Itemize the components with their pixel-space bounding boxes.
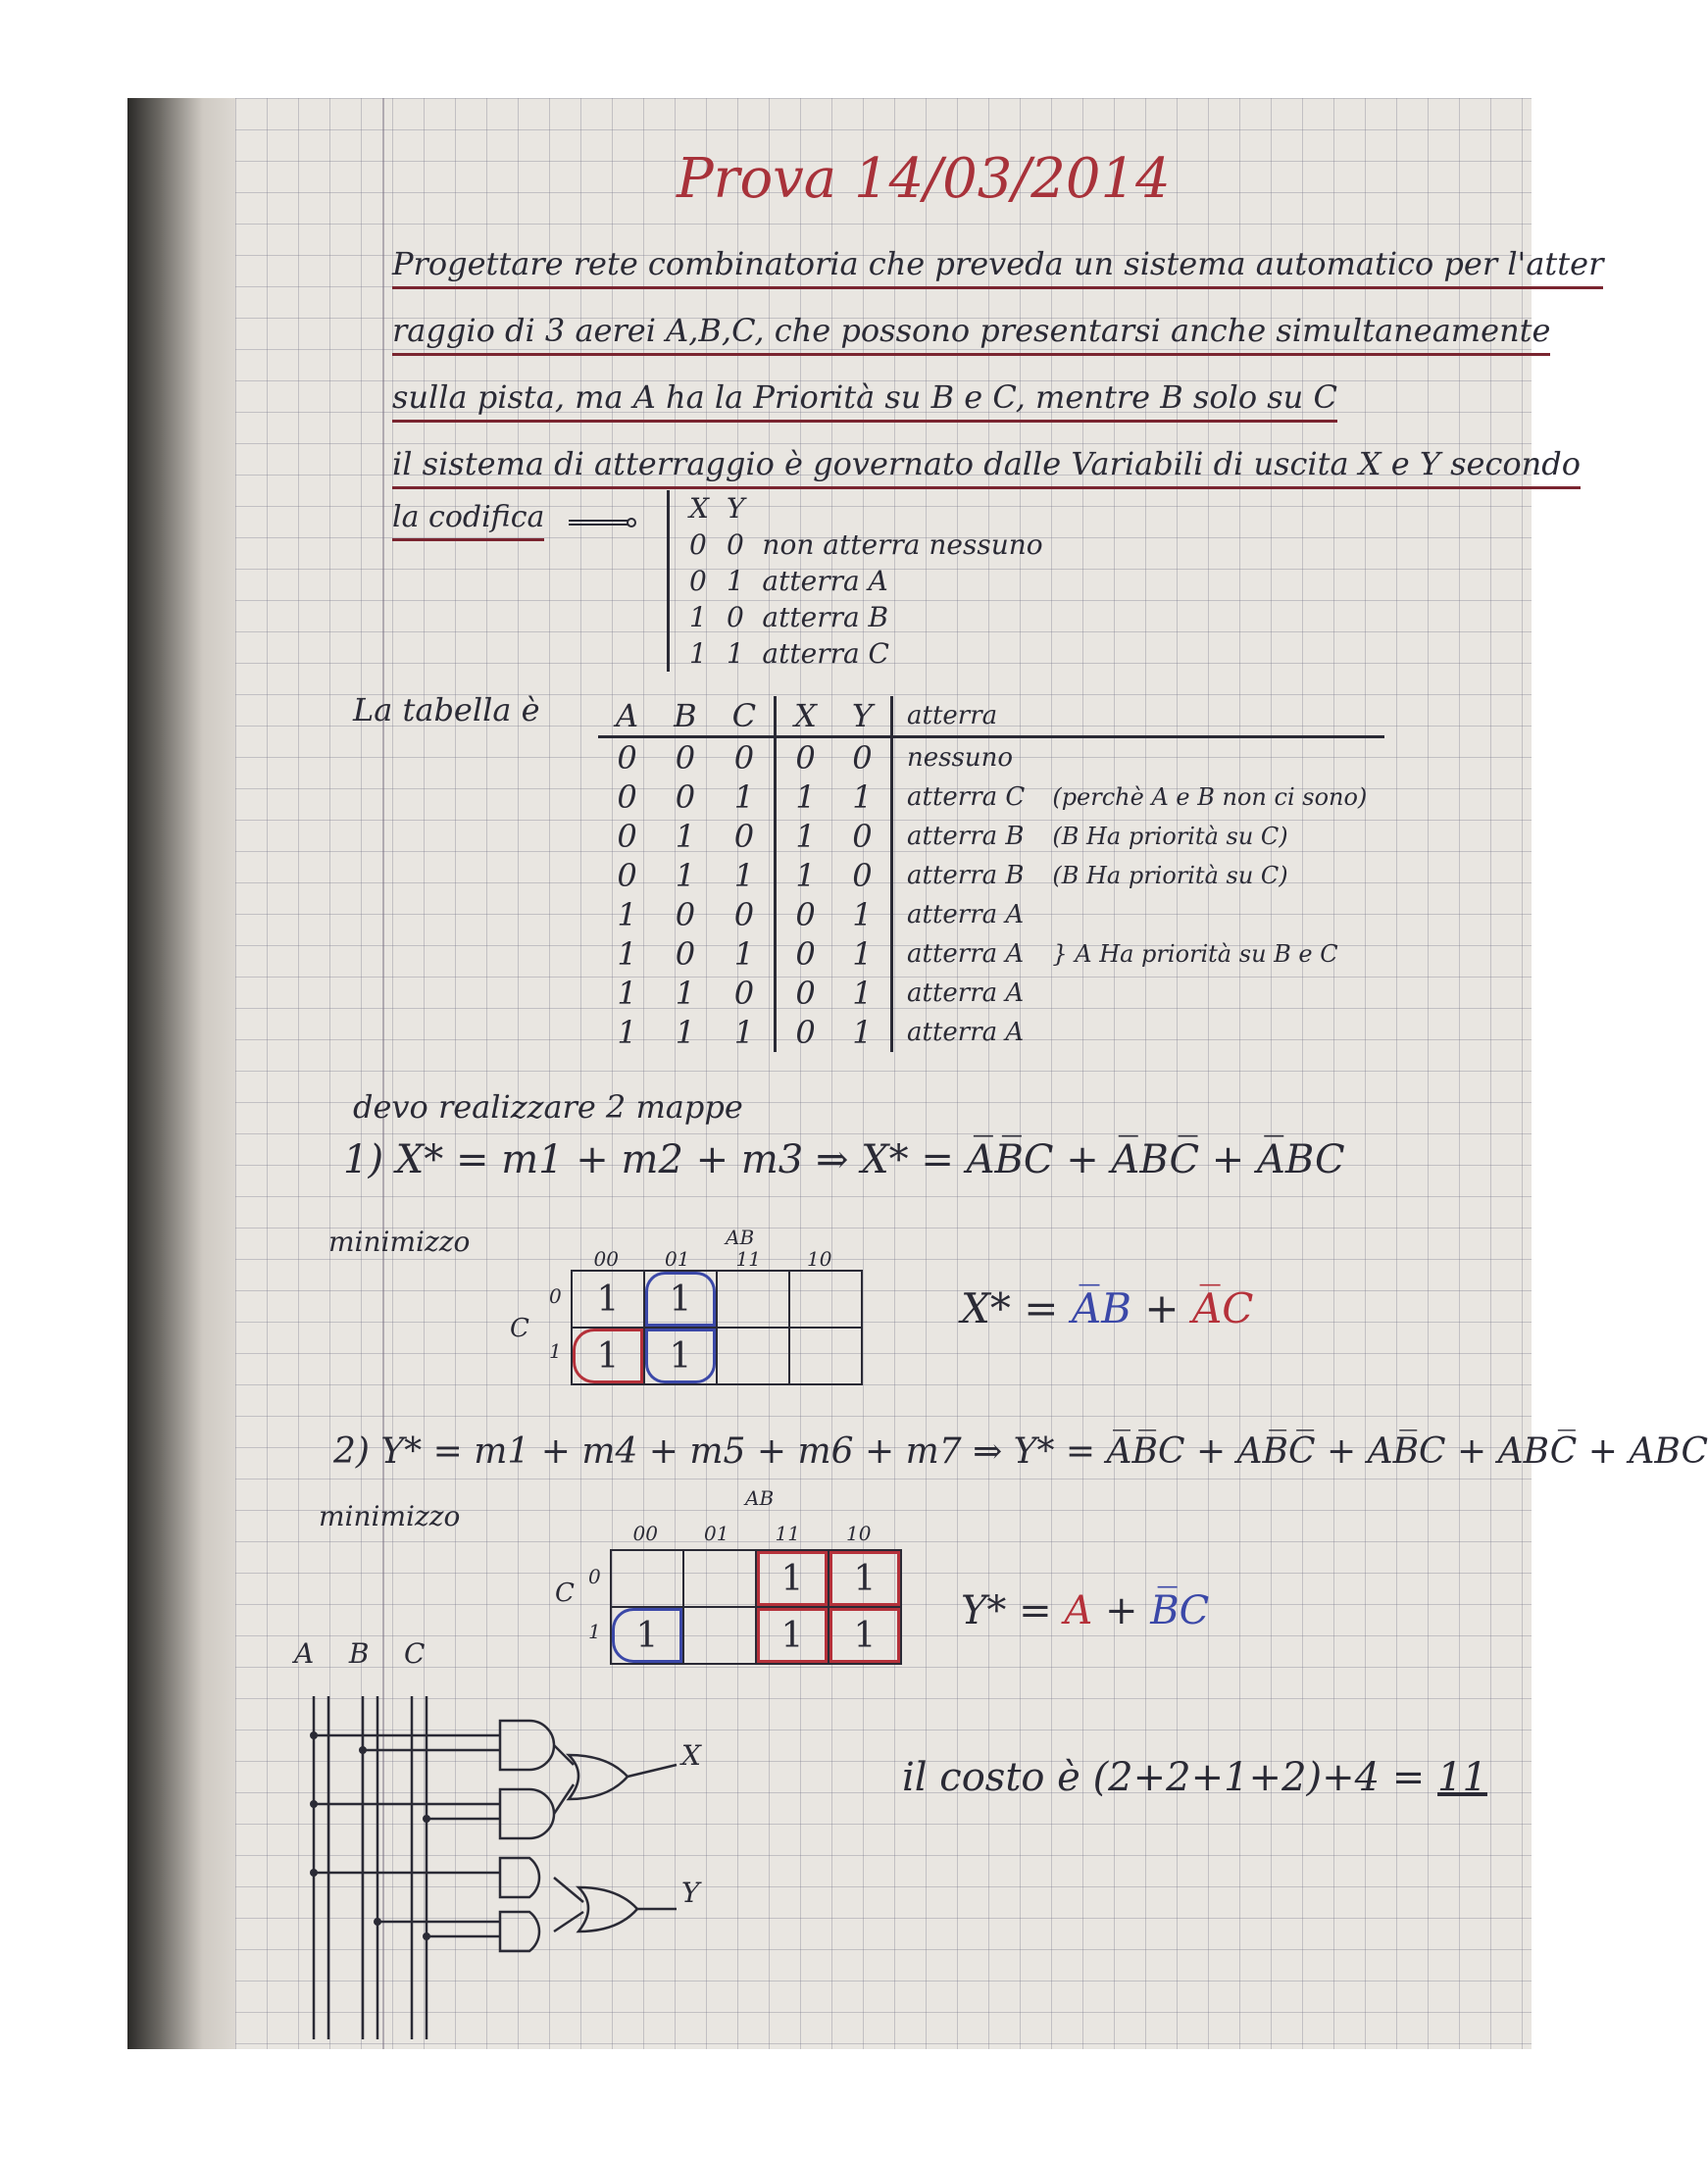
kmap1-cell — [717, 1271, 789, 1328]
truth-cell-c: 0 — [715, 974, 776, 1013]
truth-cell-atterra: atterra C — [907, 782, 1026, 812]
codifica-x: 0 — [689, 528, 707, 561]
codifica-text: non atterra nessuno — [762, 528, 1043, 561]
page-title: Prova 14/03/2014 — [677, 147, 1171, 211]
truth-cell-y: 1 — [834, 778, 892, 817]
truth-cell-b: 1 — [675, 857, 696, 894]
x-result-term2: A̅C — [1191, 1284, 1254, 1332]
kmap-x — [571, 1270, 863, 1385]
truth-cell-a: 0 — [617, 818, 637, 855]
truth-cell-c: 0 — [715, 817, 776, 856]
kmap2-row0: 0 — [588, 1565, 601, 1588]
truth-cell-atterra: atterra A — [907, 978, 1025, 1008]
codifica-x: 1 — [689, 637, 707, 670]
kmap2-cell — [683, 1550, 756, 1607]
codifica-row — [689, 527, 1061, 563]
problem-line-4: il sistema di atterraggio è governato dalle Variabili di uscita X e Y secondo — [392, 445, 1581, 489]
y-result-lhs: Y* = — [961, 1588, 1052, 1633]
kmap1-col-labels — [571, 1247, 855, 1271]
kmap1-cell — [789, 1328, 862, 1384]
step2-min-label: minimizzo — [319, 1500, 461, 1532]
truth-cell-y: 0 — [834, 817, 892, 856]
truth-row — [598, 737, 1384, 778]
truth-row — [598, 934, 1384, 974]
col-x: X — [776, 696, 834, 737]
step1-eq-text: X* = m1 + m2 + m3 ⇒ X* = A̅B̅C + A̅BC̅ + A̅BC — [395, 1137, 1345, 1182]
truth-cell-b: 0 — [675, 935, 696, 973]
truth-cell-y: 1 — [834, 895, 892, 934]
truth-cell-b: 1 — [675, 818, 696, 855]
kmap2-col-labels — [610, 1522, 894, 1545]
kmap2-ab-label: AB — [745, 1486, 775, 1510]
truth-row — [598, 895, 1384, 934]
kmap1-c-label: C — [510, 1314, 529, 1343]
kmap2-col: 10 — [846, 1522, 872, 1545]
truth-cell-atterra: atterra B — [907, 861, 1025, 890]
kmap2-cell: 1 — [756, 1607, 829, 1664]
kmap2-col: 11 — [775, 1522, 800, 1545]
kmap2-col: 00 — [632, 1522, 658, 1545]
codifica-text: atterra B — [762, 601, 889, 633]
truth-cell-a: 1 — [617, 896, 637, 933]
truth-row — [598, 778, 1384, 817]
truth-cell-c: 0 — [715, 737, 776, 778]
kmap2-cell: 1 — [829, 1607, 901, 1664]
col-y: Y — [834, 696, 892, 737]
output-x-label: X — [681, 1739, 701, 1772]
kmap2-cell: 1 — [829, 1550, 901, 1607]
truth-row — [598, 974, 1384, 1013]
problem-line-3: sulla pista, ma A ha la Priorità su B e C, mentre B solo su C — [392, 378, 1337, 423]
graph-paper — [235, 98, 1708, 2049]
codifica-text: atterra C — [762, 637, 889, 670]
problem-line-2: raggio di 3 aerei A,B,C, che possono presentarsi anche simultaneamente — [392, 312, 1550, 356]
truth-cell-a: 1 — [617, 1014, 637, 1051]
truth-cell-atterra: atterra B — [907, 822, 1025, 851]
codifica-y: 0 — [726, 528, 744, 561]
kmap1-col: 00 — [593, 1247, 619, 1271]
truth-cell-a: 0 — [617, 857, 637, 894]
truth-cell-atterra: atterra A — [907, 939, 1025, 969]
kmap2-row1: 1 — [588, 1620, 601, 1643]
x-result-term1: A̅B — [1071, 1284, 1132, 1332]
kmap1-cell: 1 — [644, 1271, 717, 1328]
cost-text: il costo è (2+2+1+2)+4 = — [902, 1755, 1438, 1800]
y-result-plus: + — [1104, 1588, 1138, 1633]
kmap1-col: 01 — [665, 1247, 690, 1271]
notebook-binding — [127, 98, 235, 2049]
problem-line-1: Progettare rete combinatoria che preveda un sistema automatico per l'atter — [392, 245, 1603, 289]
truth-cell-x: 1 — [795, 818, 816, 855]
truth-cell-note — [1042, 895, 1384, 934]
truth-cell-b: 0 — [675, 896, 696, 933]
y-result-term2: B̅C — [1150, 1588, 1210, 1633]
kmap2-cell: 1 — [611, 1607, 683, 1664]
codifica-header-x: X — [689, 492, 709, 525]
cost-line — [902, 1755, 1487, 1800]
step2-eq-text: Y* = m1 + m4 + m5 + m6 + m7 ⇒ Y* = A̅B̅C + AB̅C̅ + AB̅C + ABC̅ + ABC — [380, 1431, 1708, 1472]
truth-cell-c: 0 — [715, 895, 776, 934]
x-result-lhs: X* = — [961, 1284, 1059, 1332]
truth-cell-b: 0 — [675, 778, 696, 816]
implies-arrow — [569, 518, 637, 527]
truth-cell-b: 1 — [675, 1014, 696, 1051]
codifica-y: 1 — [726, 565, 744, 597]
kmap1-col: 11 — [735, 1247, 761, 1271]
kmap1-cell — [789, 1271, 862, 1328]
truth-cell-note: (perchè A e B non ci sono) — [1052, 783, 1368, 811]
truth-cell-x: 1 — [795, 857, 816, 894]
truth-cell-x: 0 — [795, 975, 816, 1012]
codifica-row — [689, 635, 1061, 672]
truth-cell-a: 0 — [617, 739, 637, 777]
codifica-y: 0 — [726, 601, 744, 633]
codifica-row — [689, 599, 1061, 635]
truth-cell-note — [1042, 974, 1384, 1013]
codifica-text: atterra A — [762, 565, 888, 597]
codifica-label: la codifica — [392, 500, 544, 541]
x-result — [961, 1284, 1253, 1332]
truth-cell-y: 0 — [834, 737, 892, 778]
truth-row — [598, 1013, 1384, 1052]
truth-cell-y: 1 — [834, 934, 892, 974]
truth-cell-atterra: atterra A — [907, 1018, 1025, 1047]
truth-cell-x: 0 — [795, 935, 816, 973]
truth-row — [598, 817, 1384, 856]
col-b: B — [656, 696, 715, 737]
truth-cell-y: 1 — [834, 1013, 892, 1052]
truth-cell-x: 0 — [795, 1014, 816, 1051]
kmap1-cell — [717, 1328, 789, 1384]
col-atterra: atterra — [892, 696, 1043, 737]
truth-cell-x: 0 — [795, 896, 816, 933]
step1-number: 1) — [343, 1137, 384, 1182]
codifica-x: 0 — [689, 565, 707, 597]
input-c-label: C — [404, 1637, 426, 1670]
logic-circuit — [235, 1618, 922, 2049]
truth-cell-b: 1 — [675, 975, 696, 1012]
kmap1-cell: 1 — [572, 1271, 644, 1328]
truth-cell-y: 1 — [834, 974, 892, 1013]
step1-min-label: minimizzo — [328, 1226, 471, 1258]
truth-cell-c: 1 — [715, 1013, 776, 1052]
truth-cell-x: 1 — [795, 778, 816, 816]
codifica-row — [689, 563, 1061, 599]
kmap2-c-label: C — [555, 1579, 575, 1608]
input-b-label: B — [348, 1637, 370, 1670]
truth-cell-c: 1 — [715, 856, 776, 895]
truth-cell-a: 1 — [617, 975, 637, 1012]
codifica-y: 1 — [726, 637, 744, 670]
kmap1-col: 10 — [807, 1247, 832, 1271]
kmap1-cell: 1 — [572, 1328, 644, 1384]
truth-cell-note: (B Ha priorità su C) — [1052, 823, 1288, 850]
kmap1-row0: 0 — [549, 1284, 562, 1308]
y-result — [961, 1588, 1209, 1633]
truth-cell-b: 0 — [675, 739, 696, 777]
truth-cell-c: 1 — [715, 778, 776, 817]
kmap1-row1: 1 — [549, 1339, 562, 1363]
notebook-photo — [127, 98, 1708, 2049]
truth-table — [598, 696, 1384, 1052]
tabella-label: La tabella è — [353, 691, 540, 728]
x-result-plus: + — [1144, 1284, 1180, 1332]
truth-cell-x: 0 — [795, 739, 816, 777]
truth-cell-note: } A Ha priorità su B e C — [1052, 940, 1338, 968]
kmap1-ab-label: AB — [726, 1226, 755, 1249]
col-a: A — [598, 696, 656, 737]
codifica-table — [667, 490, 1061, 672]
truth-cell-a: 1 — [617, 935, 637, 973]
step2-number: 2) — [333, 1431, 370, 1472]
step1-equation — [343, 1137, 1345, 1182]
kmap2-cell — [611, 1550, 683, 1607]
kmap1-cell: 1 — [644, 1328, 717, 1384]
step2-equation — [333, 1431, 1708, 1472]
codifica-x: 1 — [689, 601, 707, 633]
truth-cell-y: 0 — [834, 856, 892, 895]
truth-cell-note — [1042, 1013, 1384, 1052]
codifica-header-y: Y — [726, 492, 745, 525]
truth-cell-atterra: nessuno — [907, 743, 1013, 773]
step-intro: devo realizzare 2 mappe — [353, 1088, 743, 1126]
y-result-term1: A — [1064, 1588, 1093, 1633]
kmap2-col: 01 — [704, 1522, 729, 1545]
input-a-label: A — [294, 1637, 315, 1670]
output-y-label: Y — [681, 1877, 700, 1909]
truth-cell-a: 0 — [617, 778, 637, 816]
truth-cell-c: 1 — [715, 934, 776, 974]
col-c: C — [715, 696, 776, 737]
truth-cell-atterra: atterra A — [907, 900, 1025, 929]
truth-cell-note: (B Ha priorità su C) — [1052, 862, 1288, 889]
kmap2-cell: 1 — [756, 1550, 829, 1607]
cost-value: 11 — [1437, 1755, 1487, 1800]
truth-cell-note — [1042, 737, 1384, 778]
truth-row — [598, 856, 1384, 895]
